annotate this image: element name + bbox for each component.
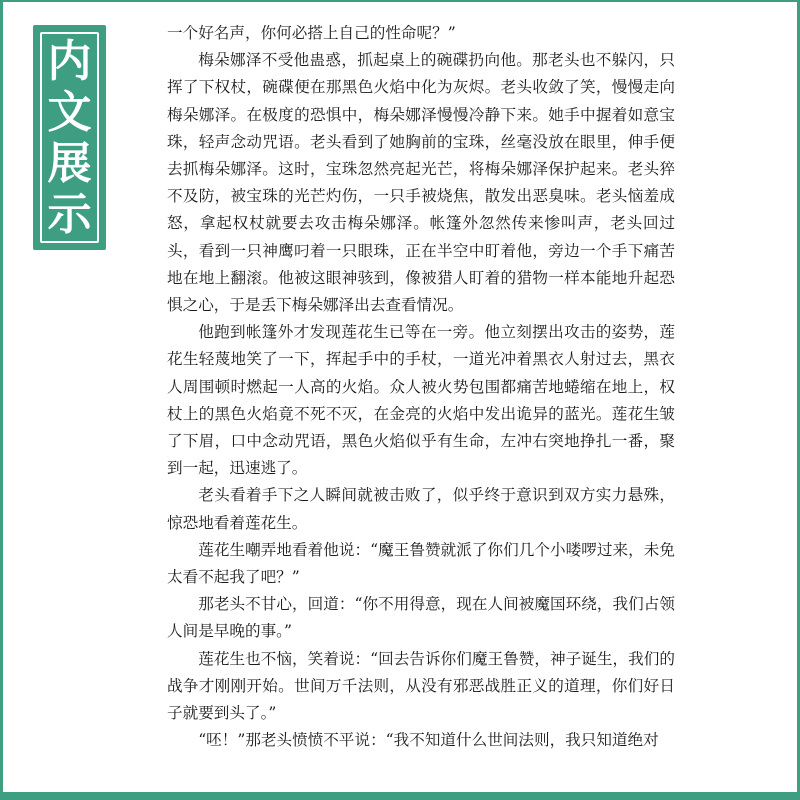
- body-text: [167, 20, 675, 754]
- section-label-badge: [33, 25, 106, 250]
- paragraph: 梅朵娜泽不受他蛊惑，抓起桌上的碗碟扔向他。那老头也不躲闪，只挥了下权杖，碗碟便在那黑色火焰中化为灰烬。老头收敛了笑，慢慢走向梅朵娜泽。在极度的恐惧中，梅朵娜泽慢慢冷静下来。她手中握着如意宝珠，轻声念动咒语。老头看到了她胸前的宝珠，丝毫没放在眼里，伸手便去抓梅朵娜泽。这时，宝珠忽然亮起光芒，将梅朵娜泽保护起来。老头猝不及防，被宝珠的光芒灼伤，一只手被烧焦，散发出恶臭味。老头恼羞成怒，拿起权杖就要去攻击梅朵娜泽。帐篷外忽然传来惨叫声，老头回过头，看到一只神鹰叼着一只眼珠，正在半空中盯着他，旁边一个手下痛苦地在地上翻滚。他被这眼神骇到，像被猎人盯着的猎物一样本能地升起恐惧之心，于是丢下梅朵娜泽出去查看情况。: [167, 51, 675, 315]
- paragraph: 莲花生嘲弄地看着他说：“魔王鲁赞就派了你们几个小喽啰过来，未免太看不起我了吧？”: [167, 540, 675, 587]
- section-label-char: 文: [47, 86, 92, 138]
- paragraph: “呸！”那老头愤愤不平说：“我不知道什么世间法则，我只知道绝对: [198, 731, 659, 750]
- section-label-char: 内: [47, 35, 92, 87]
- paragraph: 老头看着手下之人瞬间就被击败了，似乎终于意识到双方实力悬殊，惊恐地看着莲花生。: [167, 486, 675, 532]
- section-label-inner-border: [40, 32, 99, 243]
- paragraph: 那老头不甘心，回道：“你不用得意，现在人间被魔国环绕，我们占领人间是早晚的事。”: [167, 595, 675, 641]
- paragraph: 他跑到帐篷外才发现莲花生已等在一旁。他立刻摆出攻击的姿势，莲花生轻蔑地笑了一下，挥起手中的手杖，一道光冲着黑衣人射过去，黑衣人周围顿时燃起一人高的火焰。众人被火势包围都痛苦地蜷缩在地上，权杖上的黑色火焰竟不死不灭，在金亮的火焰中发出诡异的蓝光。莲花生皱了下眉，口中念动咒语，黑色火焰似乎有生命，左冲右突地挣扎一番，聚到一起，迅速逃了。: [167, 323, 675, 478]
- paragraph: 一个好名声，你何必搭上自己的性命呢？”: [167, 24, 456, 42]
- section-label-char: 示: [47, 188, 92, 240]
- section-label-char: 展: [47, 137, 92, 189]
- paragraph: 莲花生也不恼，笑着说：“回去告诉你们魔王鲁赞，神子诞生，我们的战争才刚刚开始。世间万千法则，从没有邪恶战胜正义的道理，你们好日子就要到头了。”: [167, 649, 675, 723]
